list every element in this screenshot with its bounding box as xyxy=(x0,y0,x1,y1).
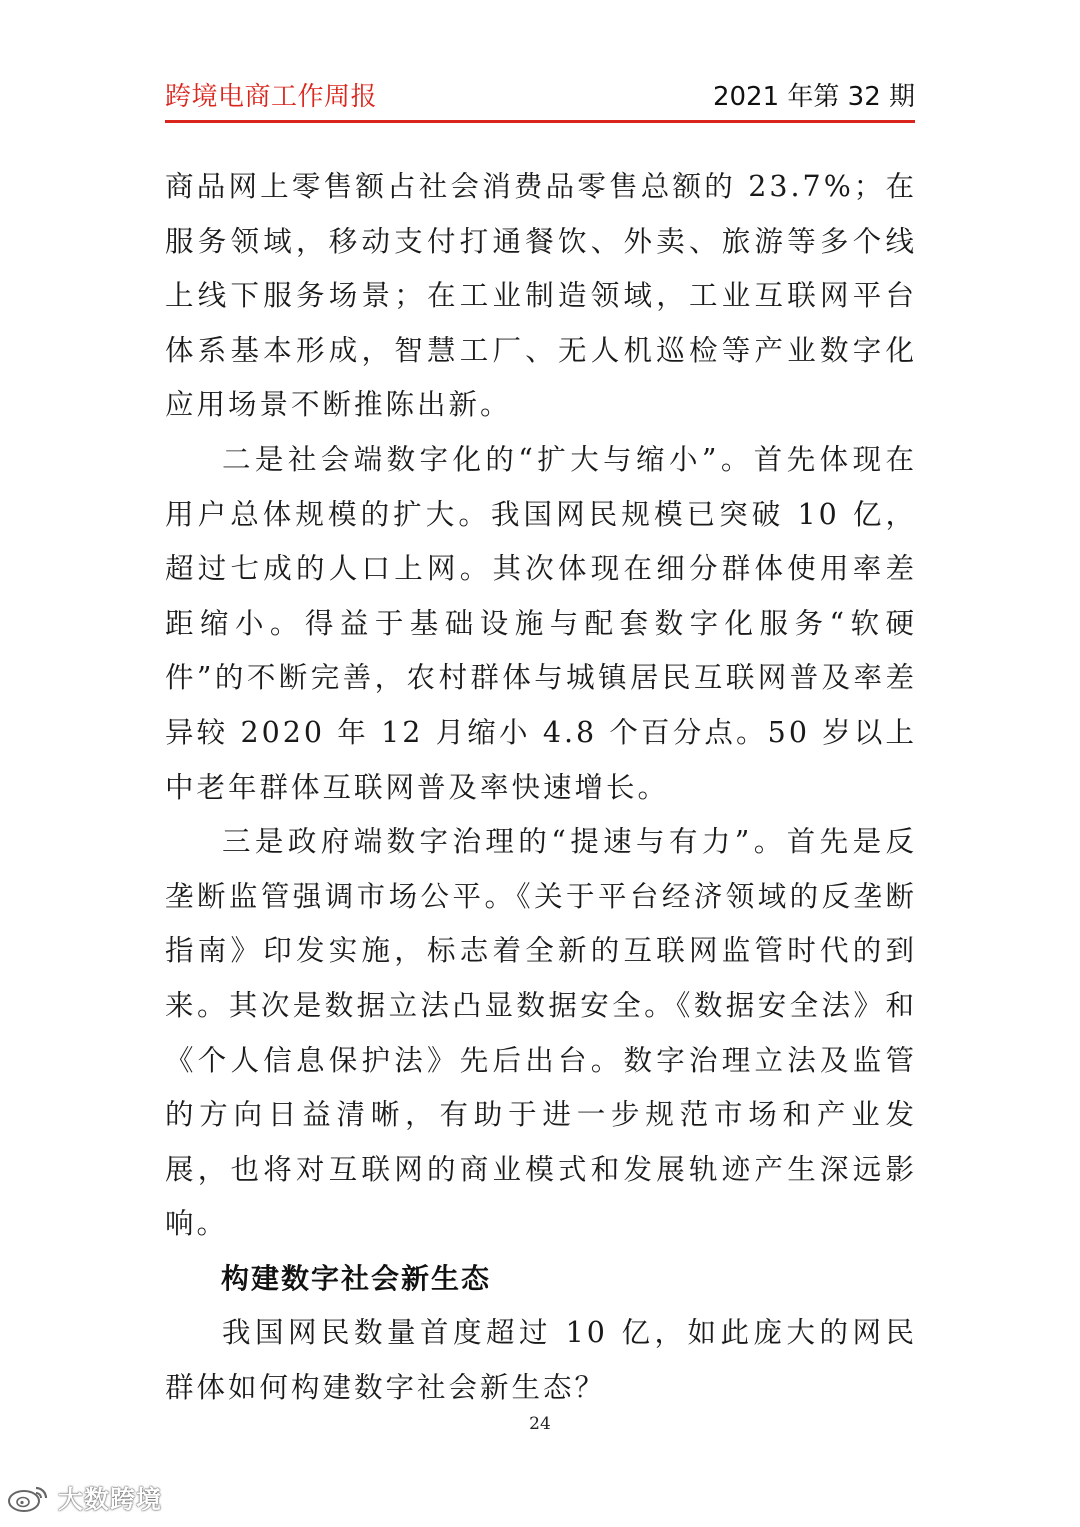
body-paragraph: 三是政府端数字治理的“提速与有力”。首先是反垄断监管强调市场公平。《关于平台经济领域的反垄断指南》印发实施，标志着全新的互联网监管时代的到来。其次是数据立法凸显数据安全。《数据安全法》和《个人信息保护法》先后出台。数字治理立法及监管的方向日益清晰，有助于进一步规范市场和产业发展，也将对互联网的商业模式和发展轨迹产生深远影响。 xyxy=(165,825,917,1241)
article-body xyxy=(165,160,917,1416)
page-number: 24 xyxy=(529,1414,551,1434)
watermark-label: 大数跨境 xyxy=(58,1485,163,1514)
body-paragraph: 商品网上零售额占社会消费品零售总额的 23.7%；在服务领域，移动支付打通餐饮、外卖、旅游等多个线上线下服务场景；在工业制造领域，工业互联网平台体系基本形成，智慧工厂、无人机巡检等产业数字化应用场景不断推陈出新。 xyxy=(165,170,917,422)
body-paragraph: 我国网民数量首度超过 10 亿，如此庞大的网民群体如何构建数字社会新生态？ xyxy=(165,1316,917,1405)
section-heading: 构建数字社会新生态 xyxy=(221,1261,492,1295)
weibo-logo-icon xyxy=(6,1482,52,1514)
issue-number: 2021 年第 32 期 xyxy=(712,82,915,112)
publication-title: 跨境电商工作周报 xyxy=(165,82,378,112)
body-paragraph: 二是社会端数字化的“扩大与缩小”。首先体现在用户总体规模的扩大。我国网民规模已突破 10 亿，超过七成的人口上网。其次体现在细分群体使用率差距缩小。得益于基础设施与配套数字化服务“软硬件”的不断完善，农村群体与城镇居民互联网普及率差异较 2020 年 12 月缩小 4.8 个百分点。50 岁以上中老年群体互联网普及率快速增长。 xyxy=(165,442,917,804)
header-divider xyxy=(165,120,915,123)
watermark xyxy=(6,1480,162,1516)
page-header xyxy=(165,76,915,116)
